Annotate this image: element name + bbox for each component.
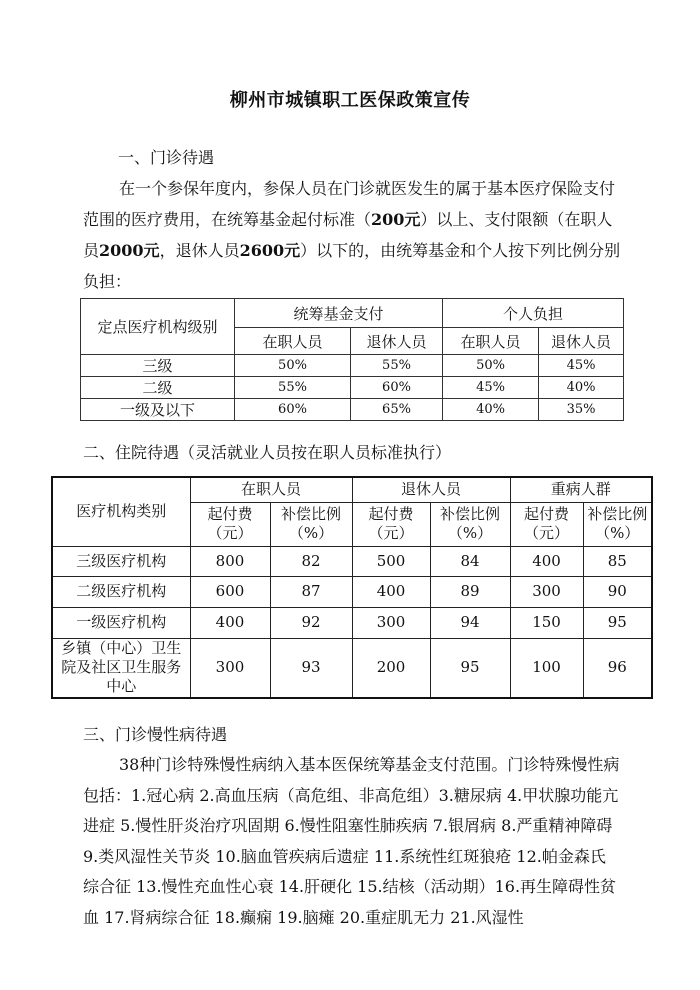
cell-retired-ratio: 95 [430, 638, 510, 698]
cell-fund-retired: 60% [351, 377, 443, 399]
section-1-paragraph [83, 173, 621, 297]
cell-retired-deductible: 500 [352, 546, 430, 576]
table-row [52, 607, 652, 638]
section-1-deductible: 200元 [371, 210, 421, 229]
table-row [81, 377, 624, 399]
cell-personal-active: 50% [443, 355, 539, 377]
section-1-text-e: ）以下的，由统筹基金和个人按下列比例分别负担： [83, 241, 621, 291]
cell-fund-active: 55% [235, 377, 351, 399]
section-3-paragraph [83, 750, 621, 933]
cell-active-deductible: 600 [190, 576, 270, 607]
cell-serious-deductible: 150 [510, 607, 583, 638]
cell-retired-ratio: 84 [430, 546, 510, 576]
section-3-heading: 三、门诊慢性病待遇 [83, 725, 228, 744]
header-fund-active: 在职人员 [235, 328, 351, 355]
header-active: 在职人员 [190, 477, 352, 502]
header-retired-ratio: 补偿比例（%） [430, 502, 510, 546]
cell-active-deductible: 300 [190, 638, 270, 698]
cell-type: 二级医疗机构 [52, 576, 190, 607]
cell-level: 一级及以下 [81, 399, 235, 421]
table-row [81, 355, 624, 377]
cell-fund-active: 50% [235, 355, 351, 377]
header-retired: 退休人员 [352, 477, 510, 502]
section-1-text-d: ，退休人员 [159, 241, 240, 260]
header-type: 医疗机构类别 [52, 477, 190, 546]
header-personal-active: 在职人员 [443, 328, 539, 355]
cell-serious-ratio: 95 [583, 607, 652, 638]
cell-type: 乡镇（中心）卫生院及社区卫生服务中心 [52, 638, 190, 698]
cell-serious-ratio: 96 [583, 638, 652, 698]
section-1-heading: 一、门诊待遇 [118, 148, 215, 167]
cell-retired-ratio: 94 [430, 607, 510, 638]
inpatient-table [51, 476, 653, 699]
cell-type: 三级医疗机构 [52, 546, 190, 576]
cell-personal-active: 45% [443, 377, 539, 399]
cell-fund-retired: 65% [351, 399, 443, 421]
header-active-deductible: 起付费（元） [190, 502, 270, 546]
cell-retired-deductible: 200 [352, 638, 430, 698]
cell-retired-deductible: 400 [352, 576, 430, 607]
cell-personal-retired: 40% [539, 377, 624, 399]
header-personal-retired: 退休人员 [539, 328, 624, 355]
table-row [52, 546, 652, 576]
cell-serious-ratio: 90 [583, 576, 652, 607]
header-fund: 统筹基金支付 [235, 299, 443, 328]
header-personal: 个人负担 [443, 299, 624, 328]
header-fund-retired: 退休人员 [351, 328, 443, 355]
cell-personal-retired: 45% [539, 355, 624, 377]
cell-level: 二级 [81, 377, 235, 399]
cell-personal-retired: 35% [539, 399, 624, 421]
outpatient-ratio-table [80, 298, 624, 421]
cell-serious-deductible: 400 [510, 546, 583, 576]
cell-type: 一级医疗机构 [52, 607, 190, 638]
section-1-limit-active: 2000元 [99, 241, 160, 260]
cell-fund-active: 60% [235, 399, 351, 421]
header-retired-deductible: 起付费（元） [352, 502, 430, 546]
cell-serious-deductible: 300 [510, 576, 583, 607]
section-3-text: 38种门诊特殊慢性病纳入基本医保统筹基金支付范围。门诊特殊慢性病包括：1.冠心病 2.高血压病（高危组、非高危组）3.糖尿病 4.甲状腺功能亢进症 5.慢性肝炎治疗巩固期 6.慢性阻塞性肺疾病 7.银屑病 8.严重精神障碍 9.类风湿性关节炎 10.脑血管疾病后遗症 11.系统性红斑狼疮 12.帕金森氏综合征 13.慢性充血性心衰 14.肝硬化 15.结核（活动期）16.再生障碍性贫血 17.肾病综合征 18.癫痫 19.脑瘫 20.重症肌无力 21.风湿性 [83, 755, 620, 927]
section-2-heading: 二、住院待遇（灵活就业人员按在职人员标准执行） [83, 443, 452, 462]
cell-serious-ratio: 85 [583, 546, 652, 576]
section-1-text-a: 在一个参保年度内，参保人员在门诊就医发生的属于基本医疗保险支付范围的医疗费用，在统筹基金起付标准（ [83, 179, 616, 229]
cell-retired-ratio: 89 [430, 576, 510, 607]
section-1-text-c: ）以上、支付限额（在职人员 [83, 210, 613, 260]
header-serious-deductible: 起付费（元） [510, 502, 583, 546]
cell-serious-deductible: 100 [510, 638, 583, 698]
cell-active-ratio: 93 [270, 638, 352, 698]
cell-active-ratio: 92 [270, 607, 352, 638]
table-row [81, 399, 624, 421]
table-row [52, 638, 652, 698]
header-serious: 重病人群 [510, 477, 652, 502]
page-title: 柳州市城镇职工医保政策宣传 [229, 90, 471, 111]
cell-retired-deductible: 300 [352, 607, 430, 638]
cell-personal-active: 40% [443, 399, 539, 421]
cell-active-ratio: 87 [270, 576, 352, 607]
cell-active-deductible: 400 [190, 607, 270, 638]
cell-level: 三级 [81, 355, 235, 377]
cell-active-ratio: 82 [270, 546, 352, 576]
table-row [52, 576, 652, 607]
header-serious-ratio: 补偿比例（%） [583, 502, 652, 546]
header-active-ratio: 补偿比例（%） [270, 502, 352, 546]
section-1-limit-retired: 2600元 [239, 241, 301, 260]
header-level: 定点医疗机构级别 [81, 299, 235, 355]
cell-fund-retired: 55% [351, 355, 443, 377]
cell-active-deductible: 800 [190, 546, 270, 576]
